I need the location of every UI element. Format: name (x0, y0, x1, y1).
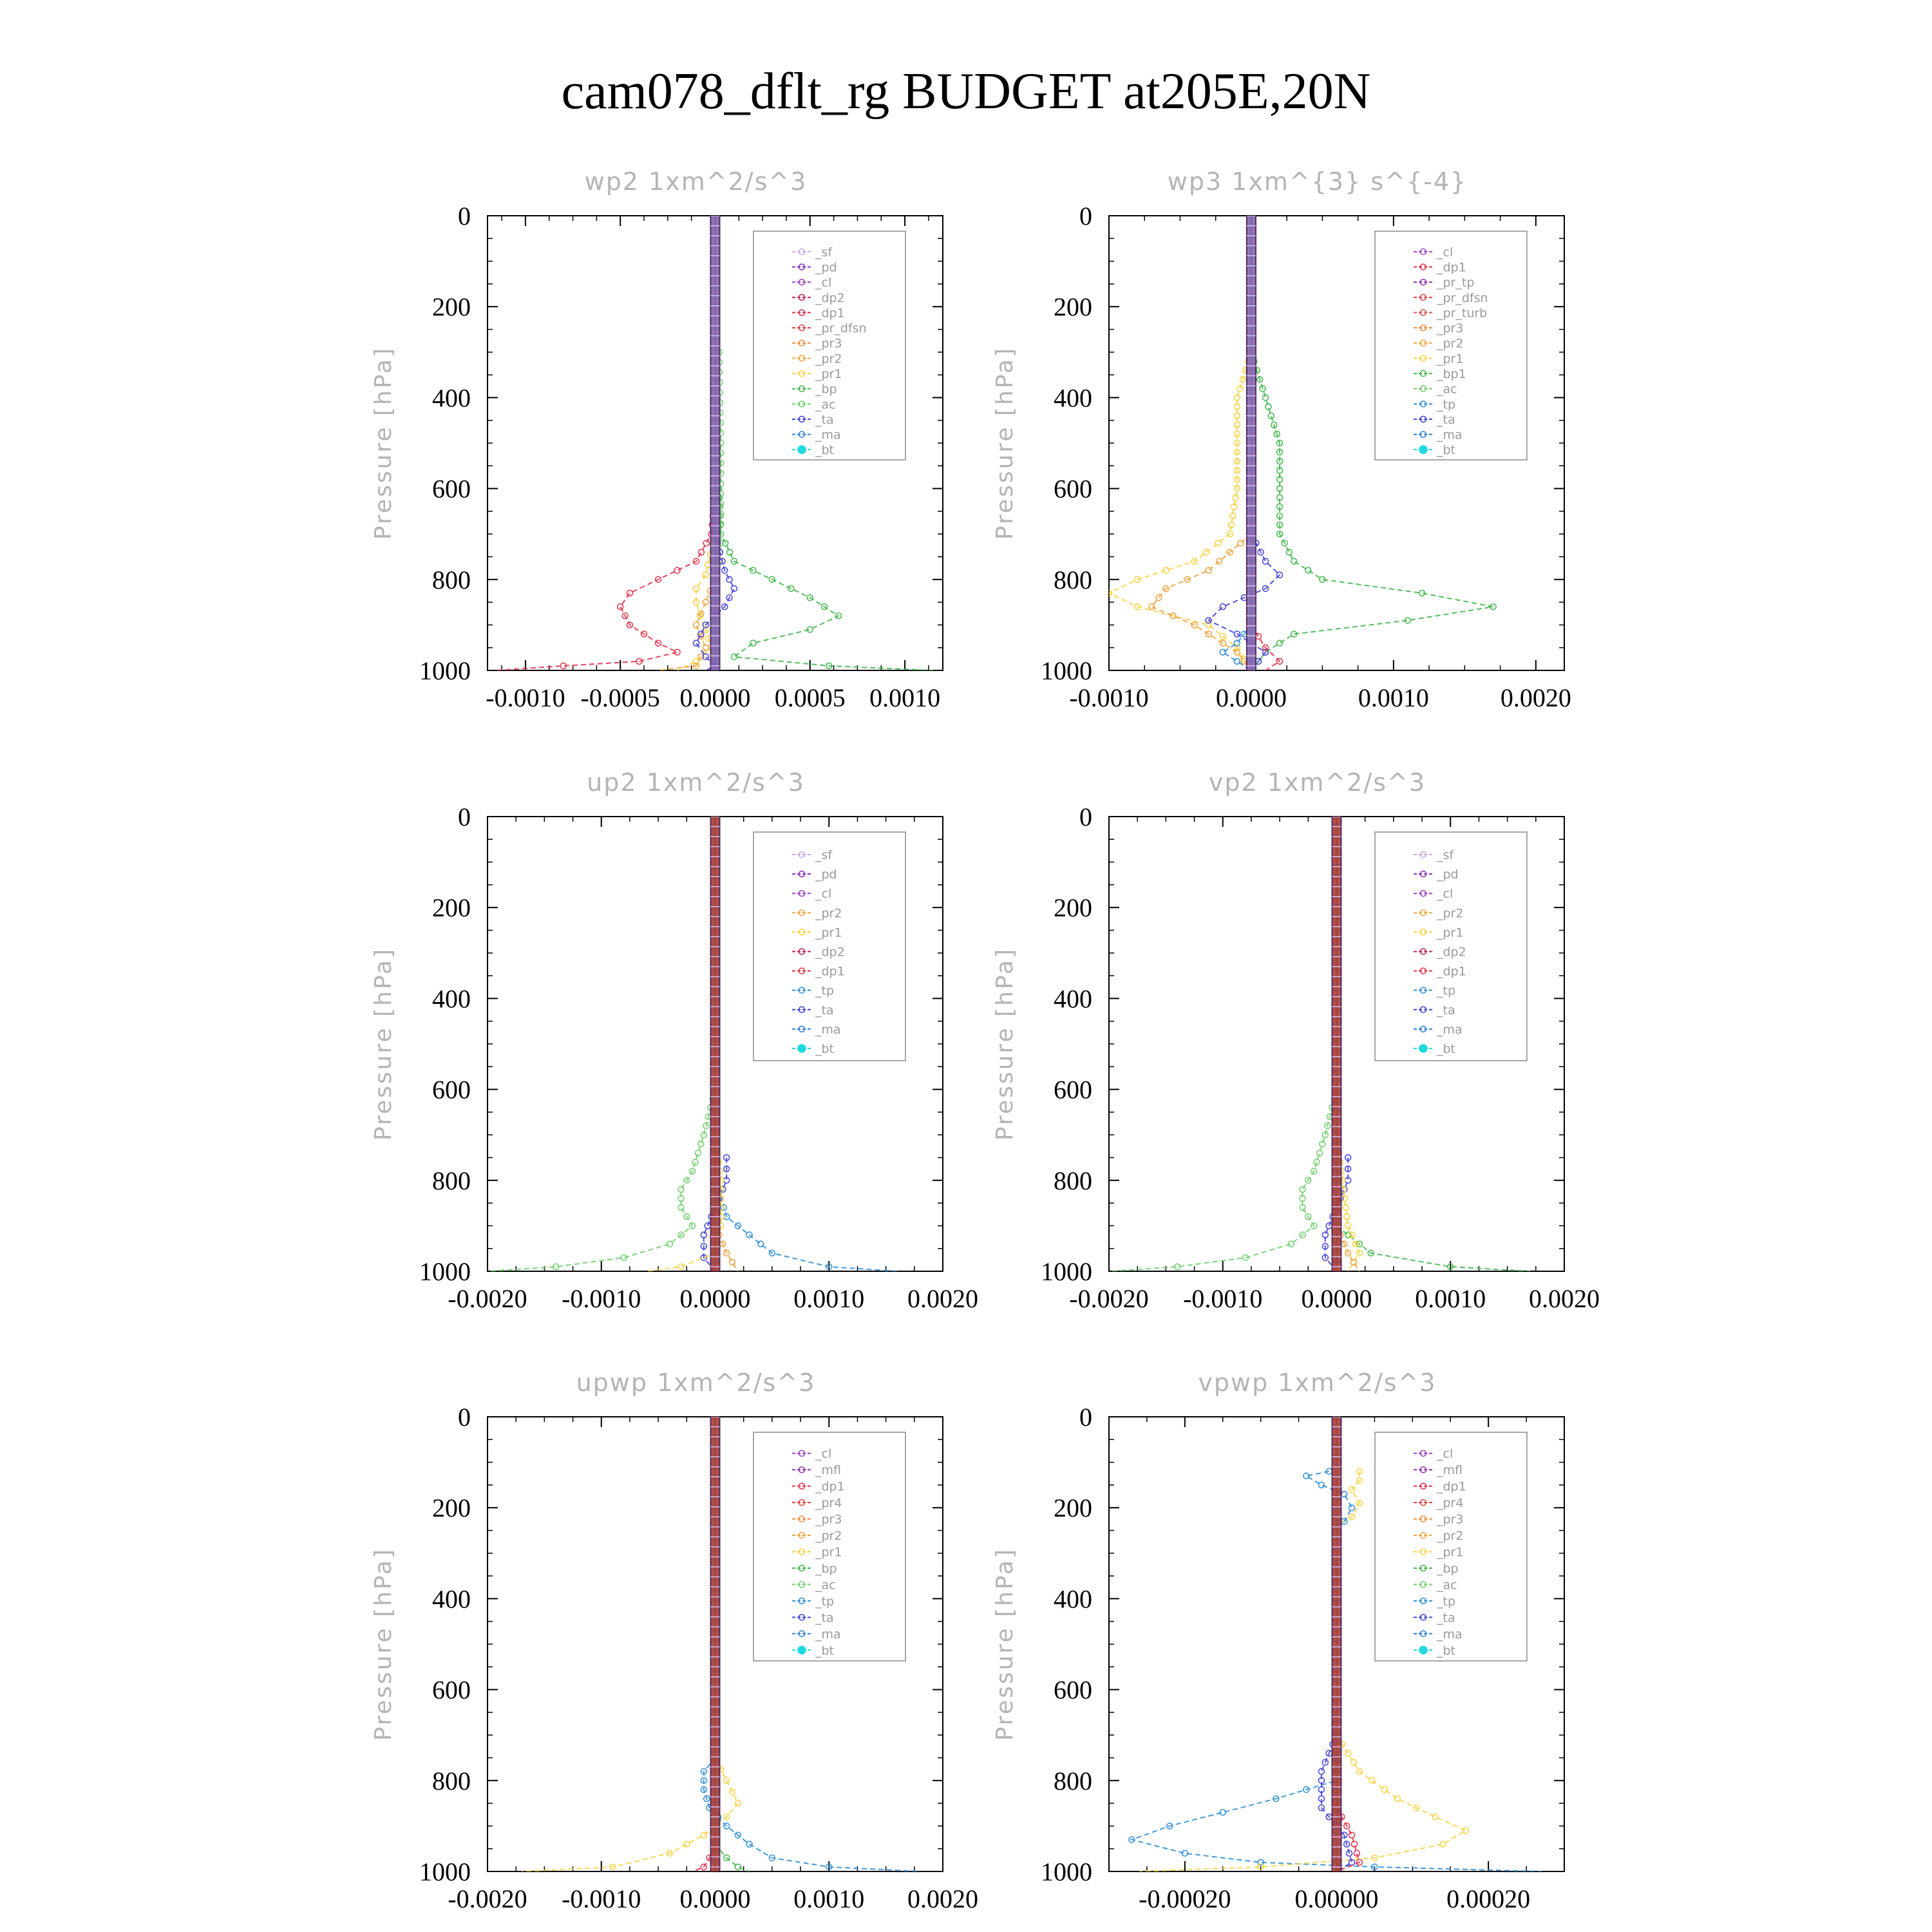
legend-entry: _cl (815, 276, 832, 290)
legend-entry: _bt (815, 1041, 835, 1056)
legend-entry: _ta (815, 412, 834, 427)
legend-entry: _pr4 (1437, 1496, 1464, 1511)
x-tick-label: -0.0010 (562, 1284, 641, 1313)
legend-entry: _cl (815, 887, 832, 902)
series-marker (698, 549, 704, 555)
legend-entry: _ac (815, 397, 836, 412)
series-marker (1318, 1768, 1324, 1774)
legend-entry: _pr3 (815, 336, 842, 351)
series-line-bp (719, 489, 933, 670)
zero-profile-bundle (711, 1417, 720, 1871)
x-tick-label: 0.0000 (679, 1884, 751, 1913)
series-marker (701, 1832, 706, 1838)
series-marker (703, 645, 708, 650)
legend-entry: _bt (1437, 1643, 1456, 1658)
legend-entry: _dp1 (1437, 964, 1466, 979)
panel-title: wp2 1xm^2/s^3 (584, 167, 808, 196)
x-tick-label: 0.0000 (679, 1284, 751, 1313)
legend-entry: _pr1 (1437, 352, 1464, 366)
y-tick-label: 800 (432, 565, 471, 594)
y-axis-label: Pressure [hPa] (992, 947, 1018, 1141)
y-tick-label: 0 (1079, 802, 1092, 831)
chart-panel-4 (992, 768, 1600, 1313)
legend-entry: _pr_turb (1437, 306, 1488, 321)
x-tick-label: 0.0000 (1301, 1284, 1372, 1313)
series-marker (1463, 1828, 1468, 1833)
series-line-dp1 (497, 489, 715, 670)
y-tick-label: 600 (1054, 474, 1092, 504)
y-tick-label: 200 (1054, 1493, 1092, 1523)
legend (753, 832, 905, 1061)
y-tick-label: 200 (1054, 292, 1092, 322)
y-tick-label: 1000 (1041, 1857, 1092, 1886)
series-marker (1351, 1759, 1357, 1765)
x-tick-label: 0.0010 (1415, 1284, 1486, 1313)
legend-entry: _sf (815, 848, 833, 863)
series-marker (684, 1841, 690, 1847)
panel-title: up2 1xm^2/s^3 (587, 768, 805, 797)
x-tick-label: 0.0005 (774, 683, 846, 712)
legend-entry: _ta (1437, 412, 1455, 427)
series-marker (1305, 567, 1311, 573)
legend-entry: _bp (1437, 1561, 1459, 1576)
legend-entry: _bt (815, 443, 835, 458)
legend-entry: _pr4 (815, 1496, 842, 1511)
legend-entry: _dp1 (1437, 260, 1466, 275)
legend-entry: _cl (1437, 1446, 1454, 1461)
legend-entry: _pr_tp (1437, 276, 1475, 290)
panels-group (370, 167, 1600, 1913)
series-marker (758, 1241, 764, 1247)
zero-profile-bundle (711, 817, 720, 1271)
series-line-pr1 (1139, 1735, 1466, 1871)
legend-entry: _dp2 (1437, 945, 1466, 960)
legend-marker (1419, 1045, 1427, 1052)
legend-entry: _pr2 (815, 906, 842, 921)
series-marker (1277, 640, 1283, 646)
panel-title: wp3 1xm^{3} s^{-4} (1167, 167, 1468, 196)
legend-entry: _mfl (815, 1463, 841, 1478)
x-tick-label: -0.0020 (448, 1284, 527, 1313)
x-tick-label: -0.0020 (1069, 1284, 1149, 1313)
legend (1375, 231, 1527, 460)
series-marker (1215, 540, 1221, 546)
legend-entry: _ac (815, 1578, 836, 1593)
legend-entry: _ma (1437, 428, 1463, 442)
zero-profile-bundle (1247, 216, 1256, 670)
series-marker (750, 640, 756, 646)
series-line-tp_upper (1306, 1472, 1352, 1526)
y-tick-label: 600 (432, 474, 471, 504)
y-tick-label: 200 (432, 292, 471, 322)
legend (753, 231, 905, 460)
legend-entry: _pr_dfsn (815, 321, 867, 336)
x-tick-label: 0.0010 (869, 683, 941, 712)
y-axis-label: Pressure [hPa] (370, 346, 397, 540)
series-marker (1351, 1259, 1357, 1265)
legend-entry: _dp1 (815, 964, 845, 979)
y-tick-label: 400 (1054, 383, 1092, 413)
series-marker (1394, 1796, 1400, 1802)
x-tick-label: -0.0010 (1069, 683, 1149, 712)
series-marker (703, 540, 709, 546)
legend-entry: _pr1 (1437, 925, 1464, 940)
y-tick-label: 0 (458, 802, 471, 831)
series-marker (678, 1186, 684, 1192)
x-tick-label: 0.0010 (793, 1284, 865, 1313)
series-marker (618, 604, 623, 610)
legend (753, 1432, 905, 1661)
y-tick-label: 800 (1054, 565, 1092, 594)
x-tick-label: -0.0020 (448, 1884, 527, 1913)
legend-entry: _pr2 (815, 1529, 842, 1544)
zero-profile-bundle (711, 216, 720, 670)
legend (1375, 1432, 1527, 1661)
x-tick-label: -0.0010 (486, 683, 565, 712)
legend-entry: _tp (815, 1594, 835, 1609)
series-marker (678, 1264, 684, 1269)
legend-entry: _pd (815, 867, 837, 882)
x-tick-label: 0.0020 (1529, 1284, 1600, 1313)
legend-entry: _pr2 (815, 352, 842, 366)
y-axis-label: Pressure [hPa] (992, 1547, 1018, 1741)
y-tick-label: 600 (1054, 1075, 1092, 1104)
series-marker (735, 1864, 741, 1870)
legend-entry: _ta (1437, 1611, 1455, 1625)
y-tick-label: 0 (458, 202, 471, 231)
series-marker (1345, 1223, 1351, 1229)
legend-entry: _pr1 (815, 1545, 842, 1560)
legend-entry: _dp2 (815, 290, 845, 305)
legend-entry: _pr3 (1437, 321, 1464, 336)
legend-entry: _tp (815, 983, 835, 998)
legend-entry: _ac (1437, 1578, 1457, 1593)
series-line-tp (704, 1758, 920, 1872)
legend-entry: _pd (815, 260, 837, 275)
series-marker (730, 1259, 735, 1265)
x-tick-label: -0.0010 (562, 1884, 641, 1913)
series-marker (1234, 658, 1240, 664)
x-tick-label: 0.0010 (1358, 683, 1429, 712)
legend-marker (1419, 1646, 1427, 1654)
series-marker (1349, 1832, 1355, 1838)
series-marker (1300, 1205, 1305, 1211)
series-marker (727, 549, 733, 555)
y-tick-label: 1000 (1041, 1257, 1092, 1286)
legend-entry: _cl (1437, 245, 1454, 260)
legend-entry: _mfl (1437, 1463, 1463, 1478)
legend-entry: _bt (1437, 443, 1456, 458)
legend-entry: _pr3 (1437, 1512, 1464, 1527)
series-marker (1203, 549, 1209, 555)
legend-entry: _ma (1437, 1627, 1463, 1642)
legend-entry: _bt (815, 1643, 835, 1658)
x-tick-label: 0.0020 (907, 1884, 978, 1913)
legend-entry: _cl (815, 1446, 832, 1461)
chart-panel-6 (992, 1368, 1564, 1913)
legend-entry: _pr1 (815, 925, 842, 940)
legend-entry: _ma (815, 1627, 841, 1642)
legend-marker (798, 1045, 806, 1052)
x-tick-label: -0.0010 (1183, 1284, 1263, 1313)
y-tick-label: 400 (432, 1584, 471, 1614)
x-tick-label: -0.00020 (1139, 1884, 1231, 1913)
series-marker (1432, 1814, 1438, 1820)
y-tick-label: 1000 (419, 1857, 471, 1886)
legend-entry: _sf (815, 245, 833, 260)
legend-entry: _pr1 (1437, 1545, 1464, 1560)
series-line-pr2 (1151, 534, 1251, 670)
series-line-tp (715, 1180, 898, 1271)
x-tick-label: 0.00020 (1446, 1884, 1531, 1913)
y-tick-label: 1000 (419, 1257, 471, 1286)
legend-marker (798, 1646, 806, 1654)
y-tick-label: 600 (1054, 1675, 1092, 1705)
legend-entry: _cl (1437, 887, 1454, 902)
series-marker (1149, 604, 1155, 610)
y-tick-label: 200 (432, 1493, 471, 1523)
y-tick-label: 200 (432, 893, 471, 923)
legend-entry: _ac (1437, 382, 1457, 397)
y-axis-label: Pressure [hPa] (992, 346, 1018, 540)
legend-entry: _pr1 (815, 366, 842, 381)
legend-entry: _tp (1437, 397, 1456, 412)
y-axis-label: Pressure [hPa] (370, 1547, 397, 1741)
y-tick-label: 800 (1054, 1766, 1092, 1795)
legend-entry: _bp1 (1437, 366, 1466, 381)
legend-entry: _bp (815, 382, 837, 397)
legend-entry: _bt (1437, 1041, 1456, 1056)
legend-entry: _dp1 (1437, 1479, 1466, 1494)
figure-title: cam078_dflt_rg BUDGET at205E,20N (561, 63, 1371, 120)
x-tick-label: 0.0000 (1215, 683, 1287, 712)
series-marker (1263, 558, 1269, 564)
series-marker (694, 640, 699, 646)
chart-panel-2 (992, 167, 1571, 712)
y-tick-label: 0 (1079, 1403, 1092, 1432)
x-tick-label: 0.0020 (1500, 683, 1571, 712)
y-axis-label: Pressure [hPa] (370, 947, 397, 1141)
series-line-pr1 (1109, 352, 1251, 670)
legend-entry: _pr3 (815, 1512, 842, 1527)
y-tick-label: 400 (432, 383, 471, 413)
legend-entry: _ma (815, 1022, 841, 1037)
y-tick-label: 600 (432, 1075, 471, 1104)
panel-title: vp2 1xm^2/s^3 (1208, 768, 1426, 797)
series-marker (1369, 1777, 1375, 1783)
chart-panel-5 (370, 1368, 978, 1913)
series-marker (731, 654, 737, 659)
legend (1375, 832, 1527, 1061)
legend-entry: _ta (1437, 1003, 1455, 1018)
legend-entry: _tp (1437, 1594, 1456, 1609)
legend-entry: _bp (815, 1561, 837, 1576)
panel-title: upwp 1xm^2/s^3 (576, 1368, 816, 1397)
y-tick-label: 1000 (1041, 656, 1092, 685)
series-marker (1206, 567, 1211, 573)
series-marker (1349, 1505, 1355, 1511)
y-tick-label: 800 (432, 1766, 471, 1795)
series-line-dp1 (1109, 1090, 1337, 1271)
x-tick-label: 0.00000 (1294, 1884, 1379, 1913)
x-tick-label: 0.0020 (907, 1284, 978, 1313)
legend-entry: _pr2 (1437, 336, 1464, 351)
x-tick-label: 0.0000 (679, 683, 751, 712)
y-tick-label: 0 (458, 1403, 471, 1432)
panel-title: vpwp 1xm^2/s^3 (1198, 1368, 1437, 1397)
series-line-pr2 (658, 580, 715, 670)
y-tick-label: 600 (432, 1675, 471, 1705)
series-marker (1318, 1482, 1324, 1488)
series-marker (1238, 540, 1244, 546)
series-marker (1286, 549, 1292, 555)
series-marker (703, 600, 708, 605)
y-tick-label: 800 (1054, 1166, 1092, 1195)
y-tick-label: 400 (432, 984, 471, 1014)
legend-entry: _ta (815, 1003, 834, 1018)
legend-entry: _sf (1437, 848, 1454, 863)
y-tick-label: 400 (1054, 1584, 1092, 1614)
y-tick-label: 800 (432, 1166, 471, 1195)
legend-entry: _tp (1437, 983, 1456, 998)
legend-entry: _pd (1437, 867, 1459, 882)
chart-panel-1 (370, 167, 943, 712)
zero-profile-bundle (1332, 817, 1341, 1271)
series-marker (1156, 595, 1162, 601)
y-tick-label: 1000 (419, 656, 471, 685)
series-marker (694, 622, 699, 628)
y-tick-label: 200 (1054, 893, 1092, 923)
legend-marker (1419, 446, 1427, 453)
series-line-pr1 (647, 1135, 721, 1271)
legend-entry: _pr_dfsn (1437, 290, 1488, 305)
legend-entry: _dp2 (815, 945, 845, 960)
series-marker (674, 567, 680, 573)
y-tick-label: 400 (1054, 984, 1092, 1014)
legend-entry: _pr2 (1437, 906, 1464, 921)
legend-marker (798, 446, 806, 453)
series-line-dp2 (1337, 1226, 1530, 1271)
series-marker (1382, 1786, 1388, 1792)
series-marker (627, 590, 632, 596)
x-tick-label: 0.0010 (793, 1884, 865, 1913)
zero-profile-bundle (1332, 1417, 1341, 1871)
series-line-pr1 (522, 1758, 738, 1872)
legend-entry: _dp1 (815, 1479, 845, 1494)
legend-entry: _ta (815, 1611, 834, 1625)
legend-entry: _ma (815, 428, 841, 442)
legend-entry: _dp1 (815, 306, 845, 321)
x-tick-label: -0.0005 (580, 683, 660, 712)
series-marker (1220, 604, 1226, 610)
series-marker (726, 576, 732, 582)
legend-entry: _pr2 (1437, 1529, 1464, 1544)
series-marker (731, 585, 737, 591)
series-marker (1341, 1492, 1347, 1497)
series-marker (1300, 1186, 1305, 1192)
chart-panel-3 (370, 768, 978, 1313)
y-tick-label: 0 (1079, 202, 1092, 231)
legend-entry: _ma (1437, 1022, 1463, 1037)
series-marker (1291, 558, 1297, 564)
series-marker (1220, 649, 1226, 655)
series-marker (678, 1205, 684, 1211)
series-line-dp1 (488, 1090, 715, 1271)
